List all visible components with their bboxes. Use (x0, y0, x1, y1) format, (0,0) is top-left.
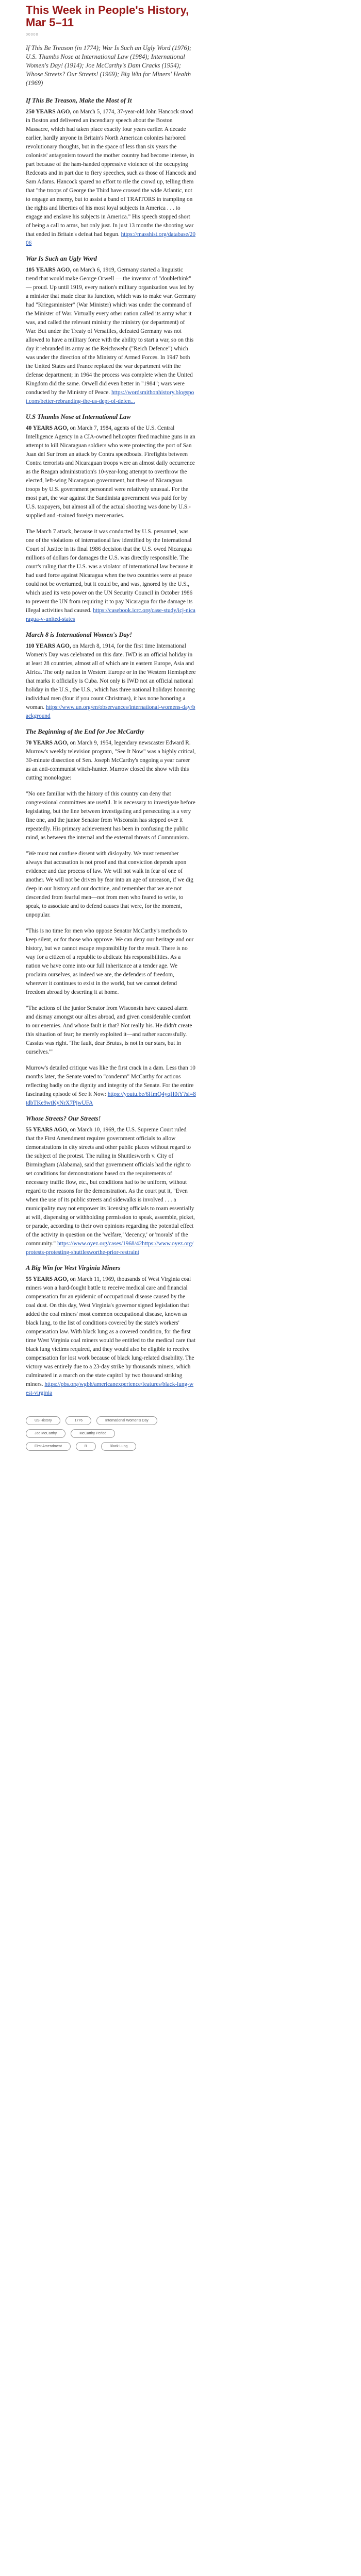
paragraph-text: Murrow's detailed critique was like the first crack in a dam. Less than 10 months later, the Senate voted to "condemn" McCarthy for actions reflecting badly on the dignity and integrity of the Senate. For the entire fascinating episode of See It Now: (26, 1065, 195, 1097)
paragraph (26, 1275, 196, 1398)
tag-chip[interactable]: US History (26, 1416, 60, 1425)
tag-chip[interactable]: B (76, 1442, 96, 1451)
source-link[interactable]: https://masshist.org/database/2006 (26, 231, 196, 246)
years-ago: 70 YEARS AGO, (26, 740, 69, 746)
source-link[interactable]: https://wordsmithonhistory.blogspot.com/better-rebranding-the-us-dept-of-defen... (26, 389, 194, 404)
tag-list (26, 1416, 160, 1451)
years-ago: 105 YEARS AGO, (26, 267, 72, 273)
paragraph-text: "This is no time for men who oppose Senator McCarthy's methods to keep silent, or for those who approve. We can deny our heritage and our history, but we cannot escape responsibility for the result. There is no way for a citizen of a republic to abdicate his responsibilities. As a nation we have come into our full inheritance at a tender age. We proclaim ourselves, as indeed we are, the defenders of freedom, wherever it continues to exist in the world, but we cannot defend freedom abroad by deserting it at home. (26, 928, 194, 995)
section-heading: War Is Such an Ugly Word (26, 255, 97, 262)
article-subtitle: If This Be Treason (in 1774); War Is Such an Ugly Word (1976); U.S. Thumbs Nose at International Law (1984); International Women's Day! (1914); Joe McCarthy's Dam Cracks (1954); Whose Streets? Our Streets! (1969); Big Win for Miners' Health (1969) (26, 44, 192, 87)
years-ago: 55 YEARS AGO, (26, 1127, 69, 1133)
source-link[interactable]: https://www.un.org/en/observances/international-womens-day/background (26, 704, 195, 719)
quote-paragraph (26, 927, 196, 997)
paragraph-text: on March 6, 1919, Germany started a linguistic trend that would make George Orwell — the inventor of "doublethink" — proud. Up until 1919, every nation's military organization was led by a minister that made clear its function, which was to make war. Germany had "Kriegsminister" (War Minister) which was under the command of the Minister of War. Virtually every other nation called its army what it was, and called the relevant ministry the ministry (or department) of War. But under the Treaty of Versailles, defeated Germany was not allowed to have a military force with the ability to start a war, so on this day it rebranded its army as the Reichswehr ("Reich Defence") which was under the direction of the Ministry of Armed Forces. In 1947 both the United States and France replaced the war department with the defense department; in 1964 the process was complete when the United Kingdom did the same. Orwell did even better in "1984"; wars were conducted by the Ministry of Peace. (26, 267, 196, 396)
paragraph-text: on March 7, 1984, agents of the U.S. Central Intelligence Agency in a CIA-owned helicopter fired machine guns in an attempt to kill Nicaraguan soldiers who were protecting the port of San Juan del Sur from an attack by Contra speedboats. Firefights between Contra terrorists and Nicaraguan troops were an almost daily occurrence as the Reagan administration's 10-year-long attempt to overthrow the elected, left-wing Nicaraguan government, but these of Nicaraguan troops by U.S. government personnel were relatively unusual. For the most part, the war against the Sandinista government was paid for by U.S. taxpayers, but almost all of the actual shooting was done by U.S.-supplied and -trained foreign mercenaries. (26, 425, 195, 519)
paragraph (26, 108, 196, 248)
tag-chip[interactable]: Joe McCarthy (26, 1429, 65, 1438)
years-ago: 110 YEARS AGO, (26, 643, 71, 649)
years-ago: 250 YEARS AGO, (26, 109, 72, 115)
quote-paragraph (26, 790, 196, 842)
article (26, 0, 335, 1451)
paragraph-text: "The actions of the junior Senator from Wisconsin have caused alarm and dismay amongst our allies abroad, and given considerable comfort to our enemies. And whose fault is that? Not really his. He didn't create this situation of fear; he merely exploited it—and rather successfully. Cassius was right. 'The fault, dear Brutus, is not in our stars, but in ourselves.'" (26, 1005, 192, 1055)
years-ago: 40 YEARS AGO, (26, 425, 69, 431)
page-title: This Week in People's History, Mar 5–11 (26, 4, 189, 29)
paragraph (26, 424, 196, 520)
quote-paragraph (26, 850, 196, 920)
sections-container (26, 97, 196, 1398)
source-link[interactable]: https://www.oyez.org/cases/1968/42https://www.oyez.org/protests-protesting-shuttlesworthe-prior-restraint (26, 1241, 194, 1256)
paragraph (26, 739, 196, 783)
tag-chip[interactable]: First Amendment (26, 1442, 71, 1451)
section-heading: If This Be Treason, Make the Most of It (26, 97, 132, 104)
section-heading: A Big Win for West Virginia Miners (26, 1264, 121, 1272)
paragraph (26, 642, 196, 721)
source-link[interactable]: https://casebook.icrc.org/case-study/icj-nicaragua-v-united-states (26, 607, 195, 622)
tag-chip[interactable]: Black Lung (101, 1442, 137, 1451)
quote-paragraph (26, 1004, 196, 1057)
tag-chip[interactable]: McCarthy Period (71, 1429, 115, 1438)
section-heading: Whose Streets? Our Streets! (26, 1115, 101, 1122)
years-ago: 55 YEARS AGO, (26, 1276, 69, 1282)
byline: 00000 (26, 33, 39, 37)
source-link[interactable]: https://youtu.be/6HmQ4yqH0tY?si=8tdbTKe9wtKyNrX7PjwUFA (26, 1091, 196, 1106)
paragraph (26, 528, 196, 624)
paragraph-text: on March 9, 1954, legendary newscaster Edward R. Murrow's weekly television program, "See It Now" was a highly critical, 30-minute dissection of Sen. Joseph McCarthy's ongoing a year career as an anti-communist witch-hunter. Murrow closed the show with this cutting monologue: (26, 740, 196, 781)
section-heading: The Beginning of the End for Joe McCarthy (26, 728, 144, 735)
paragraph-text: on March 8, 1914, for the first time International Women's Day was celebrated on this date. IWD is an official holiday in at least 28 countries, almost all of which are in eastern Europe, Asia and Africa. The only nation in Western Europe or in the Western Hemisphere that marks it officially is Cuba. Not only is IWD not an official national holiday in the U.S., the U.S., which has three national holidays honoring individual men (four if you count Christmas), it has none honoring a woman. (26, 643, 196, 710)
source-link[interactable]: https://pbs.org/wgbh/americanexperience/features/black-lung-west-virginia (26, 1381, 194, 1396)
paragraph (26, 1064, 196, 1108)
paragraph-text: "No one familiar with the history of this country can deny that congressional committees are useful. It is necessary to investigate before legislating, but the line between investigating and persecuting is a very fine one, and the junior Senator from Wisconsin has stepped over it repeatedly. His primary achievement has been in confusing the public mind, as between the internal and the external threats of Communism. (26, 791, 195, 841)
paragraph-text: on March 10, 1969, the U.S. Supreme Court ruled that the First Amendment requires government officials to allow demonstrations in city streets and other public places without regard to the subject of the protest. The ruling in Shuttlesworth v. City of Birmingham (Alabama), said that government officials had the right to set conditions for demonstrations based on the requirements of necessary traffic flow, etc., but conditions had to be uniform, without regard to the reasons for the demonstration. As the court put it, "Even when the use of its public streets and sidewalks is involved . . . a municipality may not empower its licensing officials to roam essentially at will, dispensing or withholding permission to speak, assemble, picket, or parade, according to their own opinions regarding the potential effect of the activity in question on the 'welfare,' 'decency,' or 'morals' of the community." (26, 1127, 195, 1247)
section-heading: March 8 is International Women's Day! (26, 631, 133, 638)
paragraph-text: "We must not confuse dissent with disloyalty. We must remember always that accusation is not proof and that conviction depends upon evidence and due process of law. We will not walk in fear of one of another. We will not be driven by fear into an age of unreason, if we dig deep in our history and our doctrine, and remember that we are not descended from fearful men—not from men who feared to write, to speak, to associate and to defend causes that were, for the moment, unpopular. (26, 851, 193, 918)
section-heading: U.S Thumbs Nose at International Law (26, 413, 131, 420)
paragraph-text: on March 5, 1774, 37-year-old John Hancock stood in Boston and delivered an incendiary speech about the Boston Massacre, which had taken place exactly four years earlier. A decade earlier, hardly anyone in Britain's North American colonies harbored revolutionary thoughts, but in the space of less than six years the colonists' antagonism toward the mother country had become intense, in part because of the ham-handed oppressive violence of the occupying Redcoats and in part due to fiery speeches, such as those of Hancock and Sam Adams. Hancock spared no effort to rile the crowd up, telling them that "the troops of George the Third have crossed the wide Atlantic, not to engage an enemy, but to assist a band of TRAITORS in trampling on the rights and liberties of his most loyal subjects in America . . . to engage and enslave his subjects in America." His speech stopped short of being a call to arms, but only just. In just 13 months the shooting war that ended in Britain's defeat had begun. (26, 109, 196, 238)
article-content (26, 4, 196, 1451)
paragraph (26, 1126, 196, 1257)
paragraph (26, 266, 196, 406)
paragraph-text: on March 11, 1969, thousands of West Virginia coal miners won a hard-fought battle to receive medical care and financial compensation for an epidemic of occupational disease caused by the coal dust. On this day, West Virginia's governor signed legislation that added the coal miners' most common occupational disease, known as black lung, to the list of conditions covered by the state's workers' compensation law. With black lung as a covered condition, for the first time West Virginia coal miners would be entitled to the medical care that black lung victims required, and they would also be eligible to receive compensation for lost work because of black lung-related disability. The victory was entirely due to a 23-day strike by thousands miners, which culminated in a march on the state capitol by two thousand striking miners. (26, 1276, 196, 1387)
paragraph-text: The March 7 attack, because it was conducted by U.S. personnel, was one of the violations of international law identified by the International Court of Justice in its final 1986 decision that the U.S. owed Nicaragua millions of dollars for damages the U.S. was directly responsible. The court's ruling that the U.S. was a violator of international law because it had used force against Nicaragua when the two countries were at peace could not be overturned, but it could be, and was, ignored by the U.S., which used its veto power on the UN Security Council in October 1986 to prevent the UN from requiring it to pay Nicaragua for the damage its illegal activities had caused. (26, 529, 193, 614)
tag-chip[interactable]: International Women's Day (96, 1416, 157, 1425)
tag-chip[interactable]: 1776 (65, 1416, 91, 1425)
